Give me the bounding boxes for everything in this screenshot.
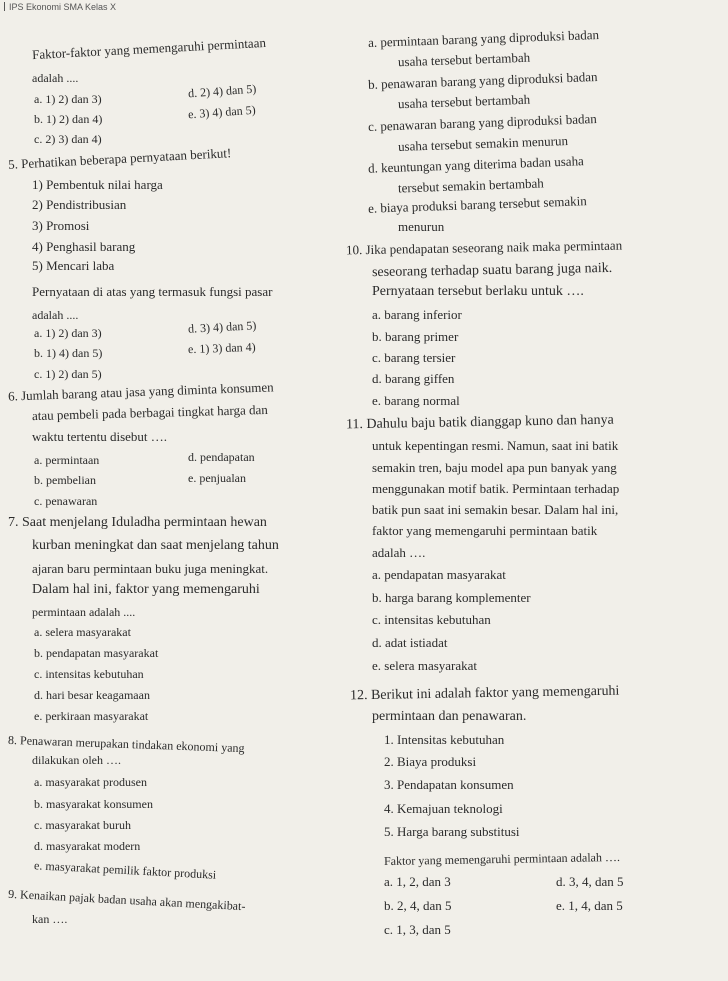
q6-option-c[interactable]: c. penawaran	[34, 494, 98, 508]
q5-option-a[interactable]: a. 1) 2) dan 3)	[34, 326, 102, 340]
q6-option-e[interactable]: e. penjualan	[188, 471, 246, 485]
q4-stem-2: adalah ....	[32, 71, 79, 85]
q4-option-a-line1[interactable]: a. permintaan barang yang diproduksi badan	[367, 26, 600, 51]
q5-item-2: 2) Pendistribusian	[32, 197, 127, 212]
q11-option-a[interactable]: a. pendapatan masyarakat	[372, 567, 506, 582]
q7-option-b[interactable]: b. pendapatan masyarakat	[34, 646, 159, 660]
q8-option-d[interactable]: d. masyarakat modern	[34, 839, 141, 853]
q6-option-b[interactable]: b. pembelian	[34, 473, 96, 487]
q4-option-a-line2: usaha tersebut bertambah	[397, 49, 531, 70]
q12-stem: 12. Berikut ini adalah faktor yang memengaruhi	[349, 683, 620, 704]
q11-option-d[interactable]: d. adat istiadat	[372, 635, 448, 650]
header-title: IPS Ekonomi SMA Kelas X	[9, 2, 117, 12]
q5-option-c[interactable]: c. 1) 2) dan 5)	[34, 367, 102, 381]
q11-stem-6: faktor yang memengaruhi permintaan batik	[372, 523, 598, 538]
q12-option-d[interactable]: d. 3, 4, dan 5	[556, 874, 624, 889]
q6-stem-2: atau pembeli pada berbagai tingkat harga dan	[31, 401, 268, 424]
q6-stem-3: waktu tertentu disebut ….	[32, 429, 168, 444]
q10-option-b[interactable]: b. barang primer	[372, 329, 459, 344]
q5-item-5: 5) Mencari laba	[32, 258, 115, 273]
q12-item-1: 1. Intensitas kebutuhan	[384, 732, 505, 747]
q10-option-c[interactable]: c. barang tersier	[372, 350, 456, 365]
q7-stem-4: Dalam hal ini, faktor yang memengaruhi	[32, 582, 260, 597]
q8-stem: 8. Penawaran merupakan tindakan ekonomi yang	[7, 732, 245, 756]
q4-option-e-line1[interactable]: e. biaya produksi barang tersebut semakin	[367, 193, 587, 216]
q4-option-b[interactable]: b. 1) 2) dan 4)	[34, 112, 103, 126]
q5-option-e[interactable]: e. 1) 3) dan 4)	[187, 339, 256, 357]
q7-stem: 7. Saat menjelang Iduladha permintaan hewan	[8, 515, 267, 530]
q5-item-4: 4) Penghasil barang	[32, 239, 136, 254]
q5-question: Pernyataan di atas yang termasuk fungsi pasar	[32, 284, 273, 299]
q5-item-1: 1) Pembentuk nilai harga	[32, 177, 163, 192]
q4-stem: Faktor-faktor yang memengaruhi permintaan	[31, 34, 267, 63]
q8-option-e[interactable]: e. masyarakat pemilik faktor produksi	[33, 858, 217, 882]
q9-stem-2: kan ….	[32, 912, 68, 926]
q10-option-e[interactable]: e. barang normal	[372, 393, 460, 408]
q12-option-a[interactable]: a. 1, 2, dan 3	[384, 874, 451, 889]
page-header	[0, 0, 728, 14]
q4-option-a[interactable]: a. 1) 2) dan 3)	[34, 92, 102, 106]
q4-option-d-line1[interactable]: d. keuntungan yang diterima badan usaha	[367, 153, 585, 176]
q10-stem-2: seseorang terhadap suatu barang juga naik.	[371, 260, 613, 281]
q5-option-b[interactable]: b. 1) 4) dan 5)	[34, 346, 103, 360]
q7-option-c[interactable]: c. intensitas kebutuhan	[34, 667, 144, 681]
q12-option-e[interactable]: e. 1, 4, dan 5	[556, 898, 623, 913]
q5-item-3: 3) Promosi	[32, 218, 90, 233]
q6-option-d[interactable]: d. pendapatan	[188, 450, 255, 464]
q12-stem-2: permintaan dan penawaran.	[372, 709, 527, 724]
q12-option-c[interactable]: c. 1, 3, dan 5	[384, 922, 451, 937]
q4-option-c-line1[interactable]: c. penawaran barang yang diproduksi badan	[367, 111, 598, 134]
q8-stem-2: dilakukan oleh ….	[32, 753, 121, 767]
q10-option-d[interactable]: d. barang giffen	[372, 371, 455, 386]
q12-item-4: 4. Kemajuan teknologi	[384, 801, 503, 816]
q8-option-a[interactable]: a. masyarakat produsen	[34, 775, 147, 789]
q7-stem-2: kurban meningkat dan saat menjelang tahun	[32, 538, 279, 553]
q11-stem: 11. Dahulu baju batik dianggap kuno dan hanya	[345, 412, 614, 433]
q11-stem-5: batik pun saat ini semakin besar. Dalam hal ini,	[372, 502, 619, 517]
q7-option-d[interactable]: d. hari besar keagamaan	[34, 688, 150, 702]
q7-option-e[interactable]: e. perkiraan masyarakat	[34, 709, 149, 723]
q11-option-e[interactable]: e. selera masyarakat	[372, 658, 478, 673]
q11-stem-4: menggunakan motif batik. Permintaan terhadap	[372, 481, 620, 496]
q12-question: Faktor yang memengaruhi permintaan adalah ….	[383, 849, 621, 869]
q5-stem: 5. Perhatikan beberapa pernyataan berikut!	[7, 145, 232, 172]
q7-stem-5: permintaan adalah ....	[32, 605, 136, 619]
q4-option-c-line2: usaha tersebut semakin menurun	[397, 133, 569, 154]
q7-stem-3: ajaran baru permintaan buku juga meningkat.	[32, 561, 269, 576]
q11-stem-2: untuk kepentingan resmi. Namun, saat ini batik	[372, 438, 619, 453]
q10-stem-3: Pernyataan tersebut berlaku untuk ….	[372, 284, 584, 299]
q4-option-b-line1[interactable]: b. penawaran barang yang diproduksi badan	[367, 68, 598, 93]
q4-option-d[interactable]: d. 2) 4) dan 5)	[187, 81, 257, 101]
q12-item-5: 5. Harga barang substitusi	[384, 824, 520, 839]
q7-option-a[interactable]: a. selera masyarakat	[34, 625, 131, 639]
q4-option-b-line2: usaha tersebut bertambah	[397, 91, 531, 112]
q8-option-c[interactable]: c. masyarakat buruh	[34, 818, 131, 832]
q12-item-3: 3. Pendapatan konsumen	[384, 777, 514, 792]
q8-option-b[interactable]: b. masyarakat konsumen	[34, 797, 153, 811]
q10-stem: 10. Jika pendapatan seseorang naik maka permintaan	[345, 237, 623, 258]
q4-option-e-line2: menurun	[398, 219, 445, 234]
q4-option-e[interactable]: e. 3) 4) dan 5)	[187, 102, 257, 122]
q11-option-b[interactable]: b. harga barang komplementer	[372, 590, 531, 605]
q4-option-c[interactable]: c. 2) 3) dan 4)	[34, 132, 102, 146]
q5-question-2: adalah ....	[32, 308, 79, 322]
q12-option-b[interactable]: b. 2, 4, dan 5	[384, 898, 452, 913]
q10-option-a[interactable]: a. barang inferior	[372, 307, 462, 322]
q5-option-d[interactable]: d. 3) 4) dan 5)	[187, 318, 257, 336]
q6-option-a[interactable]: a. permintaan	[34, 453, 100, 467]
q12-item-2: 2. Biaya produksi	[384, 754, 477, 769]
q11-stem-7: adalah ….	[372, 545, 426, 560]
q11-option-c[interactable]: c. intensitas kebutuhan	[372, 612, 491, 627]
q11-stem-3: semakin tren, baju model apa pun banyak yang	[372, 460, 617, 475]
q6-stem: 6. Jumlah barang atau jasa yang diminta konsumen	[7, 379, 274, 404]
q4-option-d-line2: tersebut semakin bertambah	[397, 175, 545, 196]
q9-stem: 9. Kenaikan pajak badan usaha akan mengakibat-	[7, 886, 246, 914]
